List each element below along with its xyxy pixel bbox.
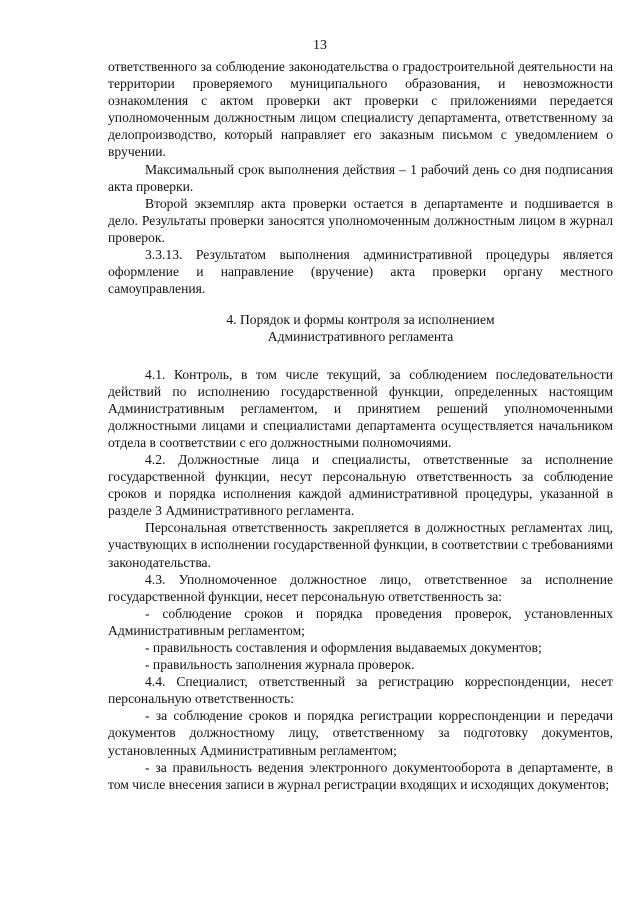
list-item: - за правильность ведения электронного документооборота в департаменте, в том числе внесения записи в журнал регистрации входящих и исходящих документов; [108,759,613,792]
paragraph: 4.1. Контроль, в том числе текущий, за соблюдением последовательности действий по исполнению государственной функции, определенных настоящим Административным регламентом, и принятием решений уполномоченными должностными лицами и специалистами департамента осуществляется начальником отдела в соответствии с его должностными полномочиями. [108,366,613,450]
list-item: - за соблюдение сроков и порядка регистрации корреспонденции и передачи документов должностному лицу, ответственному за подготовку документов, установленных Административным регламентом; [108,708,613,758]
paragraph: 3.3.13. Результатом выполнения административной процедуры является оформление и направление (вручение) акта проверки органу местного самоуправления. [108,247,613,297]
list-item: - соблюдение сроков и порядка проведения проверок, установленных Административным регламентом; [108,605,613,638]
list-item: - правильность заполнения журнала проверок. [145,657,415,673]
section-heading-line: Административного регламента [267,329,454,345]
paragraph: ответственного за соблюдение законодательства о градостроительной деятельности на территории проверяемого муниципального образования, и невозможности ознакомления с актом проверки акт проверки с приложениями передается уполномоченным должностным лицом специалисту департамента, ответственному за делопроизводство, который направляет его заказным письмом с уведомлением о вручении. [108,59,613,160]
page-number: 13 [313,38,327,53]
paragraph: 4.3. Уполномоченное должностное лицо, ответственное за исполнение государственной функции, несет персональную ответственность за: [108,571,613,604]
paragraph: Персональная ответственность закрепляется в должностных регламентах лиц, участвующих в исполнении государственной функции, в соответствии с требованиями законодательства. [108,520,613,570]
paragraph: 4.2. Должностные лица и специалисты, ответственные за исполнение государственной функции, несут персональную ответственность за соблюдение сроков и порядка исполнения каждой административной процедуры, указанной в разделе 3 Административного регламента. [108,451,613,519]
list-item: - правильность составления и оформления выдаваемых документов; [145,640,542,655]
paragraph: 4.4. Специалист, ответственный за регистрацию корреспонденции, несет персональную ответственность: [108,674,613,707]
section-heading [108,311,613,345]
paragraph: Второй экземпляр акта проверки остается в департаменте и подшивается в дело. Результаты проверки заносятся уполномоченным должностным лицом в журнал проверок. [108,195,613,245]
section-heading-line: 4. Порядок и формы контроля за исполнением [226,312,495,328]
paragraph: Максимальный срок выполнения действия – 1 рабочий день со дня подписания акта проверки. [108,161,613,194]
document-body [108,58,613,793]
